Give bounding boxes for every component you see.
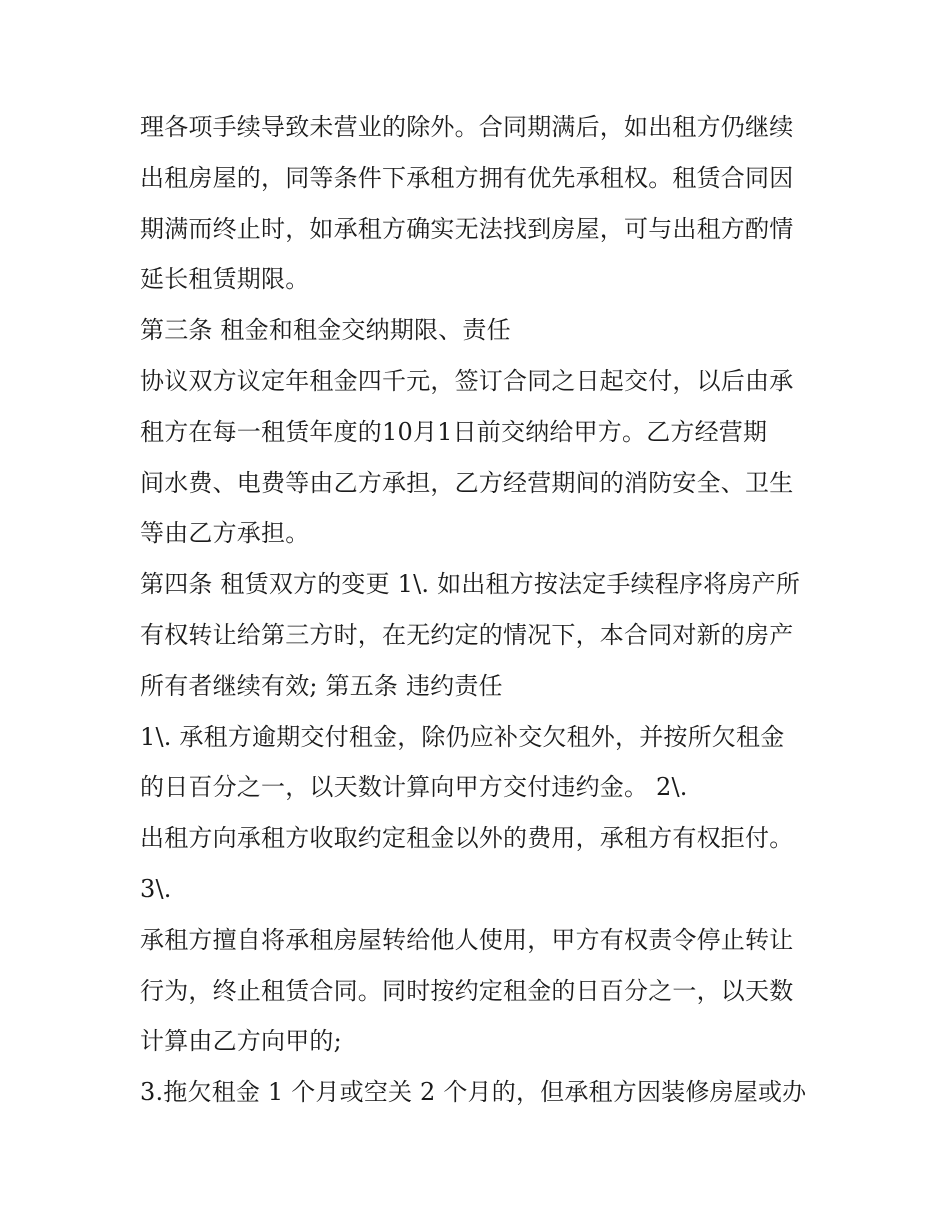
section-heading: 第四条 租赁双方的变更 1\. 如出租方按法定手续程序将房产所 — [140, 570, 801, 599]
text-line: 理各项手续导致未营业的除外。合同期满后，如出租方仍继续 — [140, 113, 794, 141]
text-line: 等由乙方承担。 — [140, 519, 310, 548]
text-line: 间水费、电费等由乙方承担，乙方经营期间的消防安全、卫生 — [140, 468, 794, 497]
document-body — [140, 102, 820, 1118]
text-line: 期满而终止时，如承租方确实无法找到房屋，可与出租方酌情 — [140, 214, 794, 243]
text-line: 计算由乙方向甲的; — [140, 1027, 342, 1056]
text-line: 延长租赁期限。 — [140, 265, 310, 294]
text-line: 承租方擅自将承租房屋转给他人使用，甲方有权责令停止转让 — [140, 925, 794, 954]
text-line: 租方在每一租赁年度的10月1日前交纳给甲方。乙方经营期 — [140, 417, 768, 446]
text-line: 3.拖欠租金 1 个月或空关 2 个月的，但承租方因装修房屋或办 — [140, 1078, 807, 1107]
text-line: 的日百分之一，以天数计算向甲方交付违约金。 2\. — [140, 773, 688, 802]
text-line: 出租房屋的，同等条件下承租方拥有优先承租权。租赁合同因 — [140, 163, 794, 192]
section-heading: 第三条 租金和租金交纳期限、责任 — [140, 316, 511, 345]
text-line: 1\. 承租方逾期交付租金，除仍应补交欠租外，并按所欠租金 — [140, 722, 785, 751]
text-line: 行为，终止租赁合同。同时按约定租金的日百分之一，以天数 — [140, 976, 794, 1005]
text-line: 出租方向承租方收取约定租金以外的费用，承租方有权拒付。 — [140, 824, 794, 853]
text-line: 所有者继续有效; 第五条 违约责任 — [140, 671, 503, 700]
text-line: 3\. — [140, 874, 172, 903]
text-line: 有权转让给第三方时，在无约定的情况下，本合同对新的房产 — [140, 620, 794, 649]
text-line: 协议双方议定年租金四千元，签订合同之日起交付，以后由承 — [140, 366, 794, 395]
